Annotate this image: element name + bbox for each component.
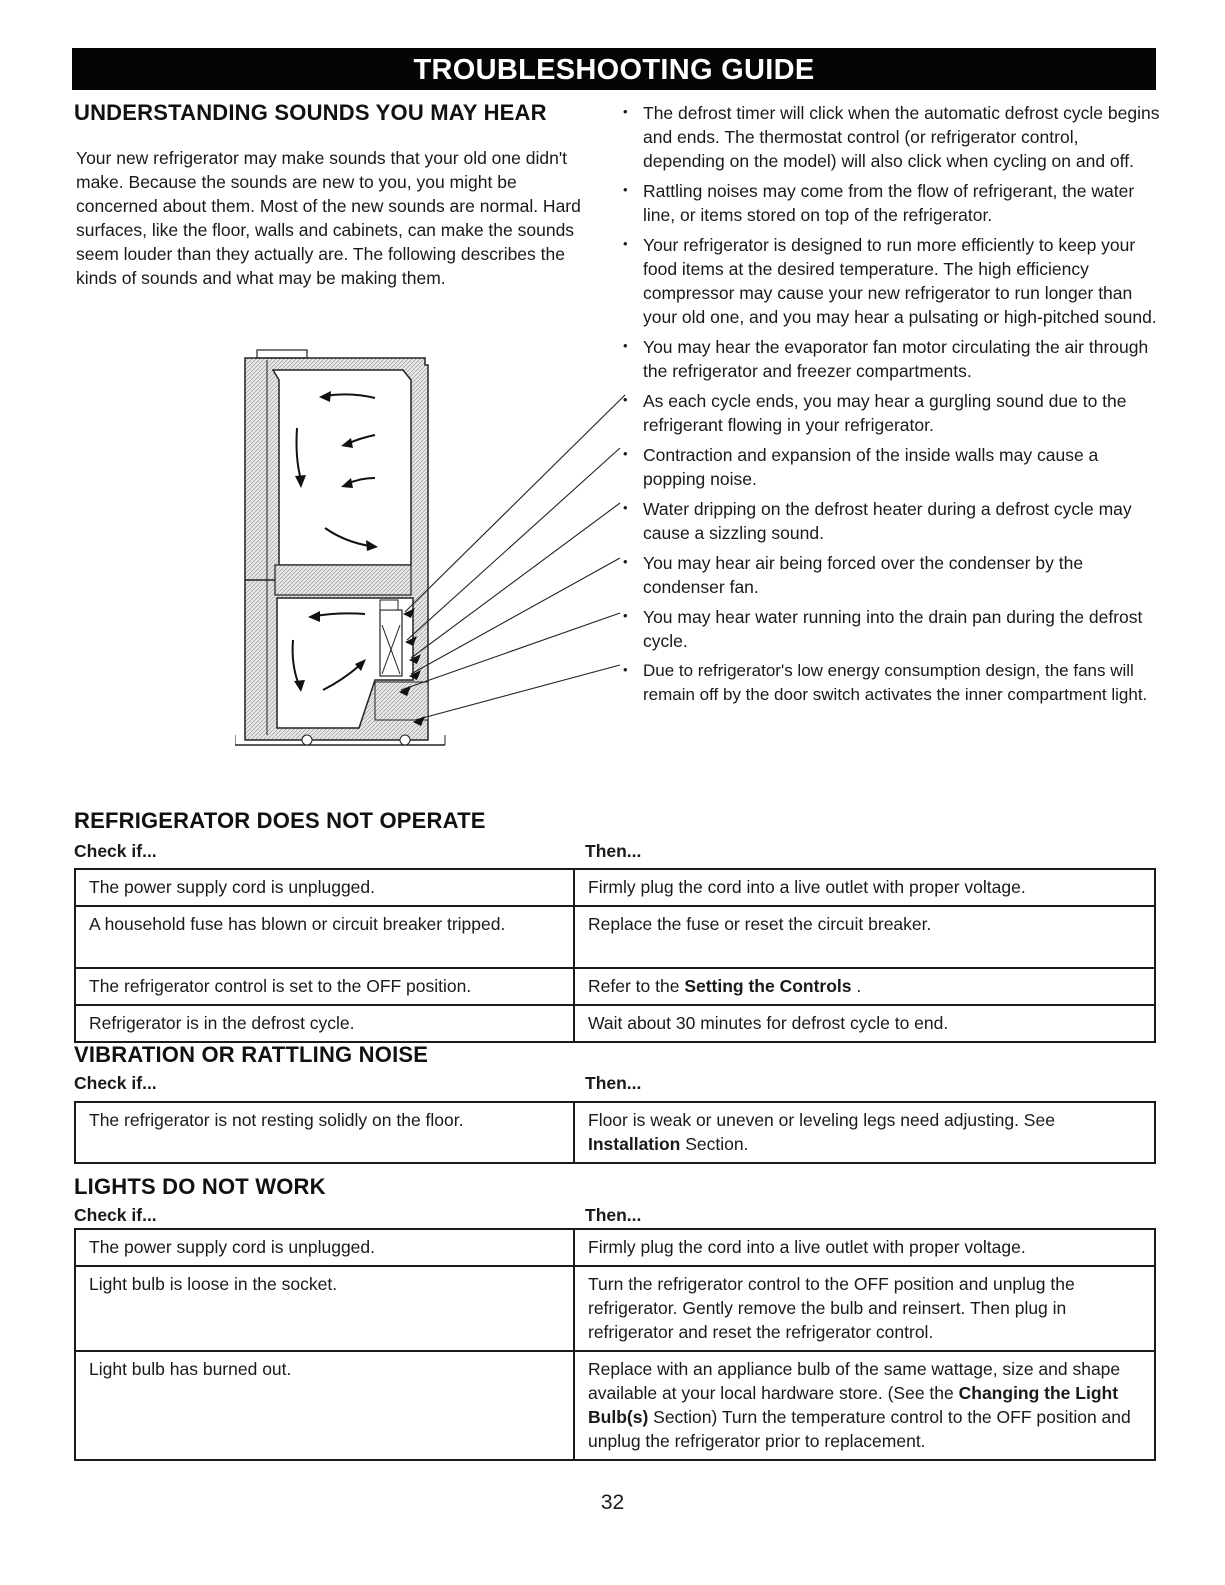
then-cell xyxy=(574,1102,1155,1163)
sound-bullet: • You may hear air being forced over the condenser by the condenser fan. xyxy=(618,551,1163,599)
sounds-heading: UNDERSTANDING SOUNDS YOU MAY HEAR xyxy=(74,100,547,125)
then-label: Then... xyxy=(585,841,642,861)
sound-bullet: • As each cycle ends, you may hear a gurgling sound due to the refrigerant flowing in your refrigerator. xyxy=(618,389,1163,437)
table-row xyxy=(75,1005,1155,1042)
table-row xyxy=(75,1351,1155,1460)
not-operate-table xyxy=(74,868,1156,1043)
then-label: Then... xyxy=(585,1205,642,1225)
then-cell: Replace the fuse or reset the circuit breaker. xyxy=(574,906,1155,968)
then-cell: Wait about 30 minutes for defrost cycle to end. xyxy=(574,1005,1155,1042)
then-text: . xyxy=(851,976,862,996)
sounds-bullet-list xyxy=(618,101,1163,713)
then-cell: Firmly plug the cord into a live outlet with proper voltage. xyxy=(574,869,1155,906)
check-cell: The power supply cord is unplugged. xyxy=(75,1229,574,1266)
sound-bullet: • Due to refrigerator's low energy consumption design, the fans will remain off by the door switch activates the inner compartment light. xyxy=(618,659,1163,707)
sound-bullet: • Your refrigerator is designed to run more efficiently to keep your food items at the desired temperature. The high efficiency compressor may cause your new refrigerator to run longer than your old one, and you may hear a pulsating or high-pitched sound. xyxy=(618,233,1163,329)
then-text: Refer to the xyxy=(588,976,685,996)
check-if-label: Check if... xyxy=(74,1073,157,1093)
section-reference: Installation xyxy=(588,1134,681,1154)
then-cell xyxy=(574,1351,1155,1460)
lights-table xyxy=(74,1228,1156,1461)
check-if-label: Check if... xyxy=(74,1205,157,1225)
table-row xyxy=(75,869,1155,906)
check-cell: Light bulb has burned out. xyxy=(75,1351,574,1460)
page-banner: TROUBLESHOOTING GUIDE xyxy=(72,48,1156,90)
table-row xyxy=(75,968,1155,1005)
then-text: Section) Turn the temperature control to the OFF position and unplug the refrigerator prior to replacement. xyxy=(588,1407,1131,1451)
table-row xyxy=(75,1102,1155,1163)
table-row xyxy=(75,906,1155,968)
then-cell xyxy=(574,968,1155,1005)
check-cell: Refrigerator is in the defrost cycle. xyxy=(75,1005,574,1042)
check-cell: Light bulb is loose in the socket. xyxy=(75,1266,574,1351)
vibration-table xyxy=(74,1101,1156,1164)
check-cell: A household fuse has blown or circuit breaker tripped. xyxy=(75,906,574,968)
refrigerator-diagram xyxy=(235,340,655,750)
lights-heading: LIGHTS DO NOT WORK xyxy=(74,1174,326,1199)
sounds-intro: Your new refrigerator may make sounds that your old one didn't make. Because the sounds are new to you, you might be concerned about them. Most of the new sounds are normal. Hard surfaces, like the floor, walls and cabinets, can make the sounds seem louder than they actually are. The following describes the kinds of sounds and what may be making them. xyxy=(76,148,581,288)
sound-bullet: • Rattling noises may come from the flow of refrigerant, the water line, or items stored on top of the refrigerator. xyxy=(618,179,1163,227)
check-cell: The power supply cord is unplugged. xyxy=(75,869,574,906)
sound-bullet: • You may hear the evaporator fan motor circulating the air through the refrigerator and freezer compartments. xyxy=(618,335,1163,383)
sound-bullet: • You may hear water running into the drain pan during the defrost cycle. xyxy=(618,605,1163,653)
sound-bullet: • Water dripping on the defrost heater during a defrost cycle may cause a sizzling sound. xyxy=(618,497,1163,545)
check-cell: The refrigerator control is set to the OFF position. xyxy=(75,968,574,1005)
table-row xyxy=(75,1229,1155,1266)
then-text: Replace with an appliance bulb of the same wattage, size and shape available at your local hardware store. (See the xyxy=(588,1359,1121,1403)
then-cell: Firmly plug the cord into a live outlet with proper voltage. xyxy=(574,1229,1155,1266)
check-cell: The refrigerator is not resting solidly on the floor. xyxy=(75,1102,574,1163)
then-cell: Turn the refrigerator control to the OFF position and unplug the refrigerator. Gently remove the bulb and reinsert. Then plug in refrigerator and reset the refrigerator control. xyxy=(574,1266,1155,1351)
not-operate-heading: REFRIGERATOR DOES NOT OPERATE xyxy=(74,808,486,833)
table-row xyxy=(75,1266,1155,1351)
section-reference: Changing the Light Bulb(s) xyxy=(588,1383,1119,1427)
page-number: 32 xyxy=(600,1491,625,1514)
sound-bullet: • Contraction and expansion of the inside walls may cause a popping noise. xyxy=(618,443,1163,491)
then-label: Then... xyxy=(585,1073,642,1093)
check-if-label: Check if... xyxy=(74,841,157,861)
then-text: Section. xyxy=(680,1134,749,1154)
section-reference: Setting the Controls xyxy=(684,976,852,996)
sound-bullet: • The defrost timer will click when the automatic defrost cycle begins and ends. The thermostat control (or refrigerator control, depending on the model) will also click when cycling on and off. xyxy=(618,101,1163,173)
then-text: Floor is weak or uneven or leveling legs need adjusting. See xyxy=(588,1110,1055,1130)
vibration-heading: VIBRATION OR RATTLING NOISE xyxy=(74,1042,429,1067)
